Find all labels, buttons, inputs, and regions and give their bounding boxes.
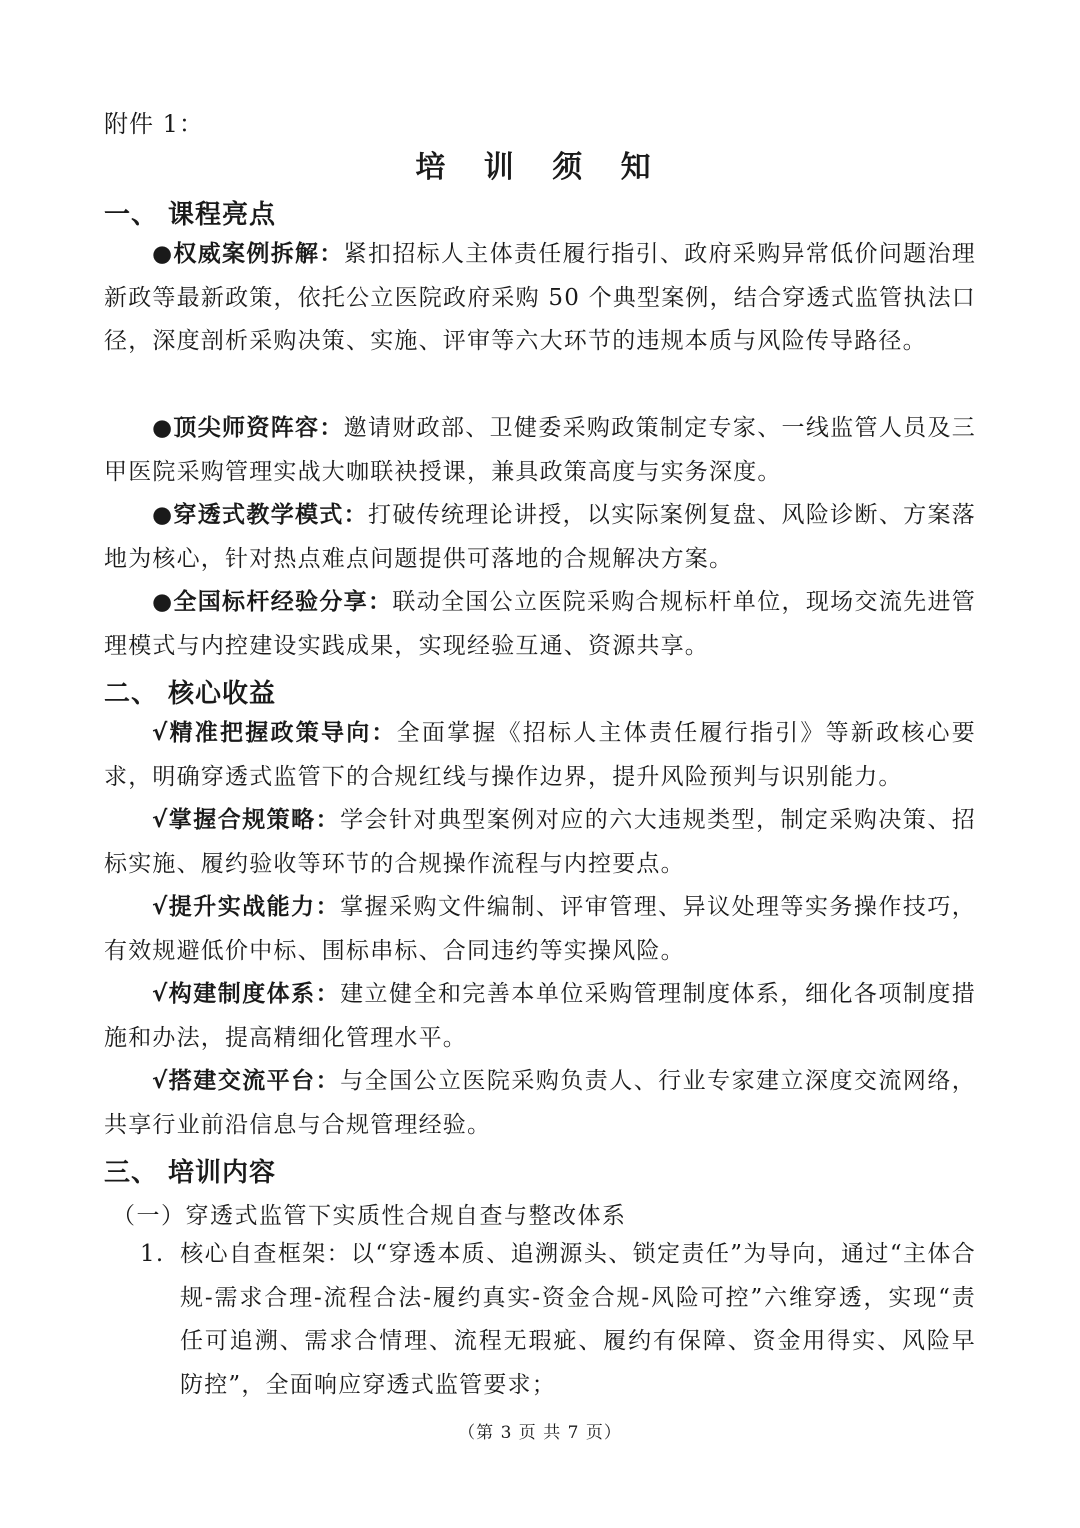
section-heading-2	[104, 673, 276, 710]
section-heading-3	[104, 1152, 276, 1189]
paragraph	[104, 233, 976, 364]
attachment-label: 附件 1：	[104, 110, 204, 138]
paragraph	[104, 712, 976, 799]
paragraph-lead: √掌握合规策略：	[152, 807, 341, 833]
paragraph-text: 与全国公立医院采购负责人、行业专家建立深度交流网络，共享行业前沿信息与合规管理经验。	[104, 1068, 976, 1138]
section-heading-1	[104, 194, 276, 231]
section-title: 课程亮点	[168, 200, 277, 230]
paragraph	[104, 494, 976, 581]
section-title: 核心收益	[168, 679, 277, 709]
paragraph-text: 建立健全和完善本单位采购管理制度体系，细化各项制度措施和办法，提高精细化管理水平。	[104, 981, 976, 1051]
page-footer: （第 3 页 共 7 页）	[458, 1423, 622, 1443]
section-number: 三、	[104, 1158, 159, 1188]
paragraph-text: 打破传统理论讲授，以实际案例复盘、风险诊断、方案落地为核心，针对热点难点问题提供可落地的合规解决方案。	[104, 502, 976, 572]
paragraph-lead: ●穿透式教学模式：	[152, 502, 368, 528]
paragraph-lead: √精准把握政策导向：	[152, 720, 397, 746]
paragraph	[104, 407, 976, 494]
paragraph-lead: ●权威案例拆解：	[152, 241, 344, 267]
item-marker: 1.	[140, 1241, 165, 1267]
document-title: 培 训 须 知	[415, 150, 665, 185]
section-number: 一、	[104, 200, 159, 230]
paragraph-text: 学会针对典型案例对应的六大违规类型，制定采购决策、招标实施、履约验收等环节的合规操作流程与内控要点。	[104, 807, 976, 877]
section-number: 二、	[104, 679, 159, 709]
paragraph-lead: ●全国标杆经验分享：	[152, 589, 393, 615]
item-text: 核心自查框架：以“穿透本质、追溯源头、锁定责任”为导向，通过“主体合规-需求合理-流程合法-履约真实-资金合规-风险可控”六维穿透，实现“责任可追溯、需求合情理、流程无瑕疵、履约有保障、资金用得实、风险早防控”，全面响应穿透式监管要求；	[180, 1241, 976, 1398]
paragraph-text: 联动全国公立医院采购合规标杆单位，现场交流先进管理模式与内控建设实践成果，实现经验互通、资源共享。	[104, 589, 976, 659]
paragraph-lead: √提升实战能力：	[152, 894, 341, 920]
paragraph-text: 全面掌握《招标人主体责任履行指引》等新政核心要求，明确穿透式监管下的合规红线与操作边界，提升风险预判与识别能力。	[104, 720, 976, 790]
paragraph	[104, 581, 976, 668]
paragraph	[104, 886, 976, 973]
paragraph-text: 紧扣招标人主体责任履行指引、政府采购异常低价问题治理新政等最新政策，依托公立医院政府采购 50 个典型案例，结合穿透式监管执法口径，深度剖析采购决策、实施、评审等六大环节的违规本质与风险传导路径。	[104, 241, 976, 354]
paragraph	[104, 799, 976, 886]
paragraph-lead: √构建制度体系：	[152, 981, 341, 1007]
numbered-item	[140, 1233, 976, 1407]
subsection-heading: （一）穿透式监管下实质性合规自查与整改体系	[112, 1203, 627, 1229]
paragraph-lead: √搭建交流平台：	[152, 1068, 341, 1094]
section-title: 培训内容	[168, 1158, 277, 1188]
paragraph-text: 掌握采购文件编制、评审管理、异议处理等实务操作技巧，有效规避低价中标、围标串标、合同违约等实操风险。	[104, 894, 976, 964]
paragraph-text: 邀请财政部、卫健委采购政策制定专家、一线监管人员及三甲医院采购管理实战大咖联袂授课，兼具政策高度与实务深度。	[104, 415, 976, 485]
paragraph	[104, 1060, 976, 1147]
paragraph	[104, 973, 976, 1060]
paragraph-lead: ●顶尖师资阵容：	[152, 415, 344, 441]
